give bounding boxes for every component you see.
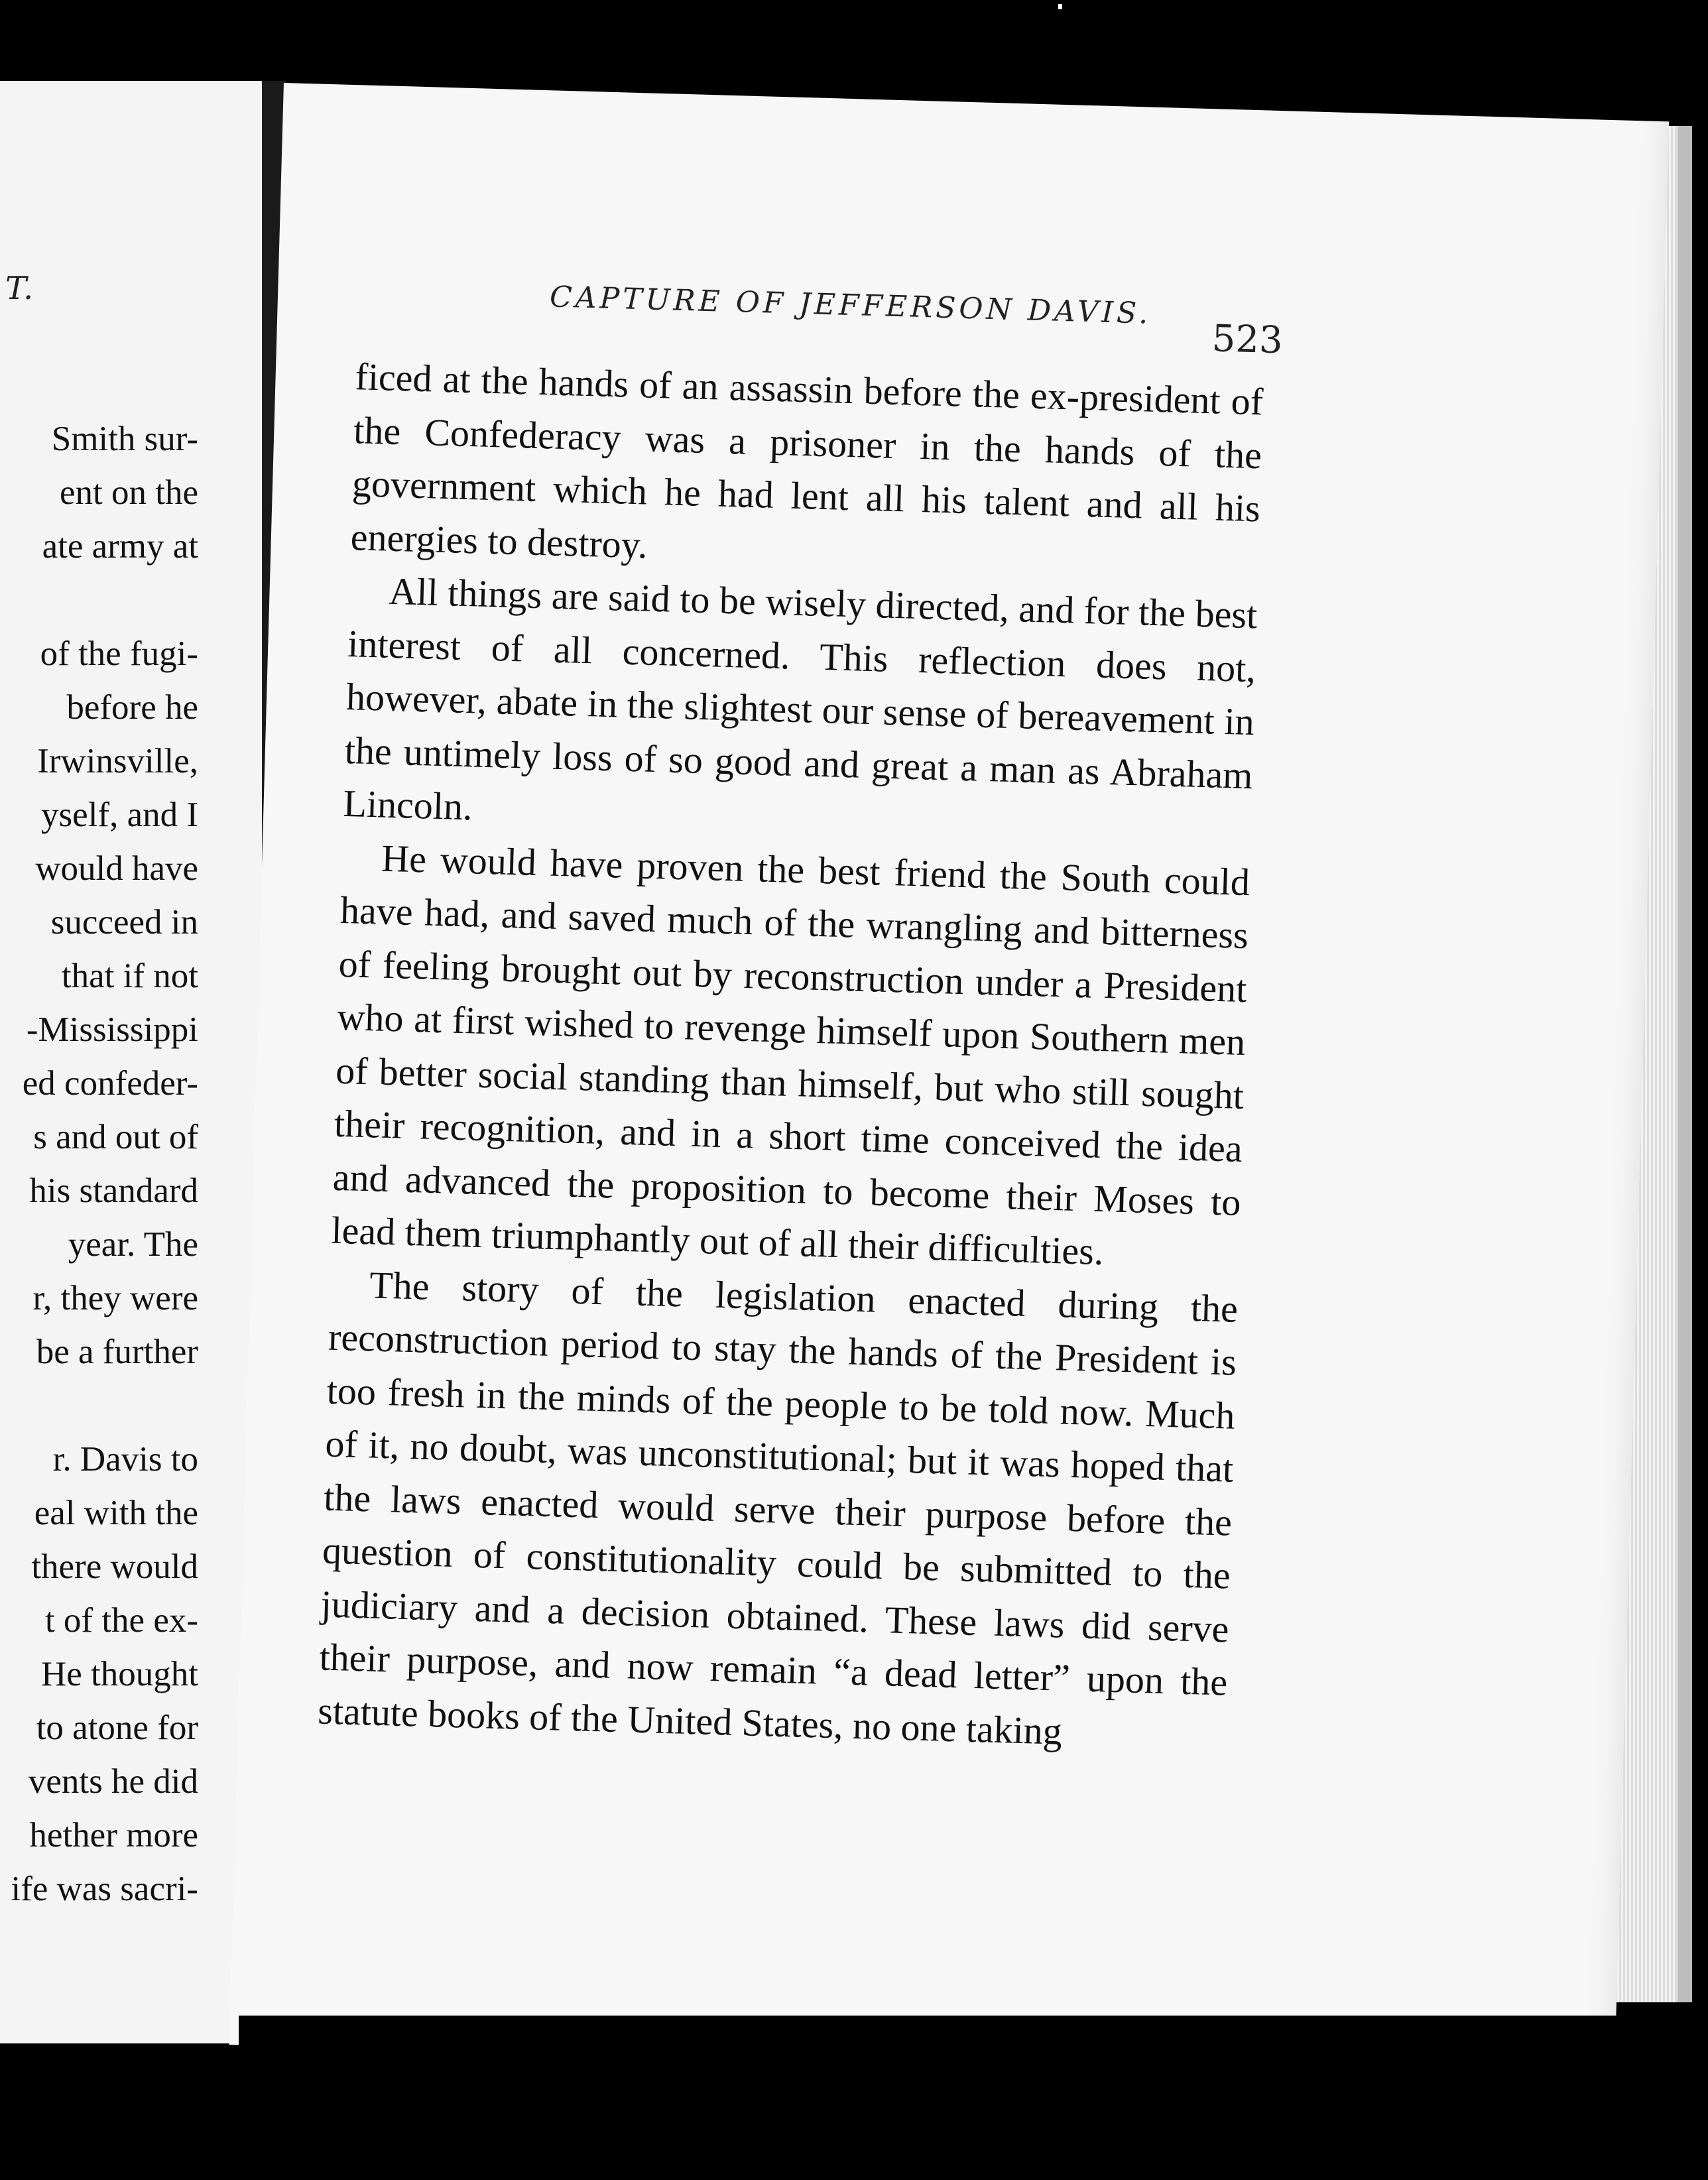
left-line: to atone for [36, 1709, 198, 1747]
left-page-text [0, 412, 198, 1916]
paragraph-1: ficed at the hands of an assassin before the ex-president of the Confederacy was a prisoner in the hands of the government which he had lent all his talent and all his energies to destroy. [350, 355, 1264, 567]
page-number: 523 [1211, 317, 1284, 363]
right-page [229, 83, 1669, 2083]
left-line: would have [35, 849, 198, 888]
left-line: r, they were [32, 1279, 198, 1317]
running-head: CAPTURE OF JEFFERSON DAVIS. [549, 280, 1152, 331]
left-line: t of the ex- [44, 1601, 198, 1640]
left-line: ife was sacri- [11, 1870, 198, 1908]
left-line: eal with the [34, 1494, 198, 1532]
left-line: of the fugi- [40, 635, 198, 673]
left-line: that if not [61, 957, 198, 995]
left-line: -Mississippi [26, 1010, 198, 1049]
bottom-margin [239, 2016, 1697, 2180]
paragraph-3: He would have proven the best friend the South could have had, and saved much of the wrangling and bitterness of feeling brought out by reconstruction under a President who at first wished to revenge himself upon Southern men of better social standing than himself, but who still sought their recognition, and in a short time conceived the idea and advanced the proposition to become their Moses to lead them triumphantly out of all their difficulties. [330, 836, 1250, 1274]
left-line: He thought [41, 1655, 198, 1693]
left-line: before he [66, 688, 198, 727]
left-line: s and out of [33, 1118, 198, 1156]
left-line: there would [31, 1547, 198, 1586]
left-line: Irwinsville, [37, 742, 198, 780]
left-line: year. The [68, 1225, 198, 1264]
left-line: his standard [29, 1172, 198, 1210]
scan-mark [1058, 4, 1062, 9]
paragraph-2: All things are said to be wisely directed, and for the best interest of all concerned. This reflection does not, however, abate in the slightest our sense of bereavement in the untimely loss of so good and great a man as Abraham Lincoln. [342, 569, 1258, 829]
left-line: be a further [36, 1333, 198, 1371]
left-line: yself, and I [41, 796, 198, 834]
left-line: r. Davis to [52, 1440, 198, 1479]
left-line: vents he did [28, 1762, 198, 1801]
left-line [0, 574, 198, 627]
left-line: ent on the [60, 473, 198, 512]
paragraph-4: The story of the legislation enacted during the reconstruction period to stay the hands of the President is too fresh in the minds of the people to be told now. Much of it, no doubt, was unconstitutional; but it was hoped that the laws enacted would serve their purpose before the question of constitutionality could be submitted to the judiciary and a decision obtained. These laws did serve their purpose, and now remain “a dead letter” upon the statute books of the United States, no one taking [317, 1262, 1239, 1753]
body-text [317, 350, 1264, 1762]
left-line: hether more [29, 1816, 198, 1854]
left-line: succeed in [50, 903, 198, 941]
left-line: ate army at [42, 527, 198, 566]
left-line [0, 1379, 198, 1433]
left-running-head: T. [5, 270, 35, 307]
left-line: Smith sur- [51, 420, 198, 458]
left-line: ed confeder- [22, 1064, 198, 1103]
